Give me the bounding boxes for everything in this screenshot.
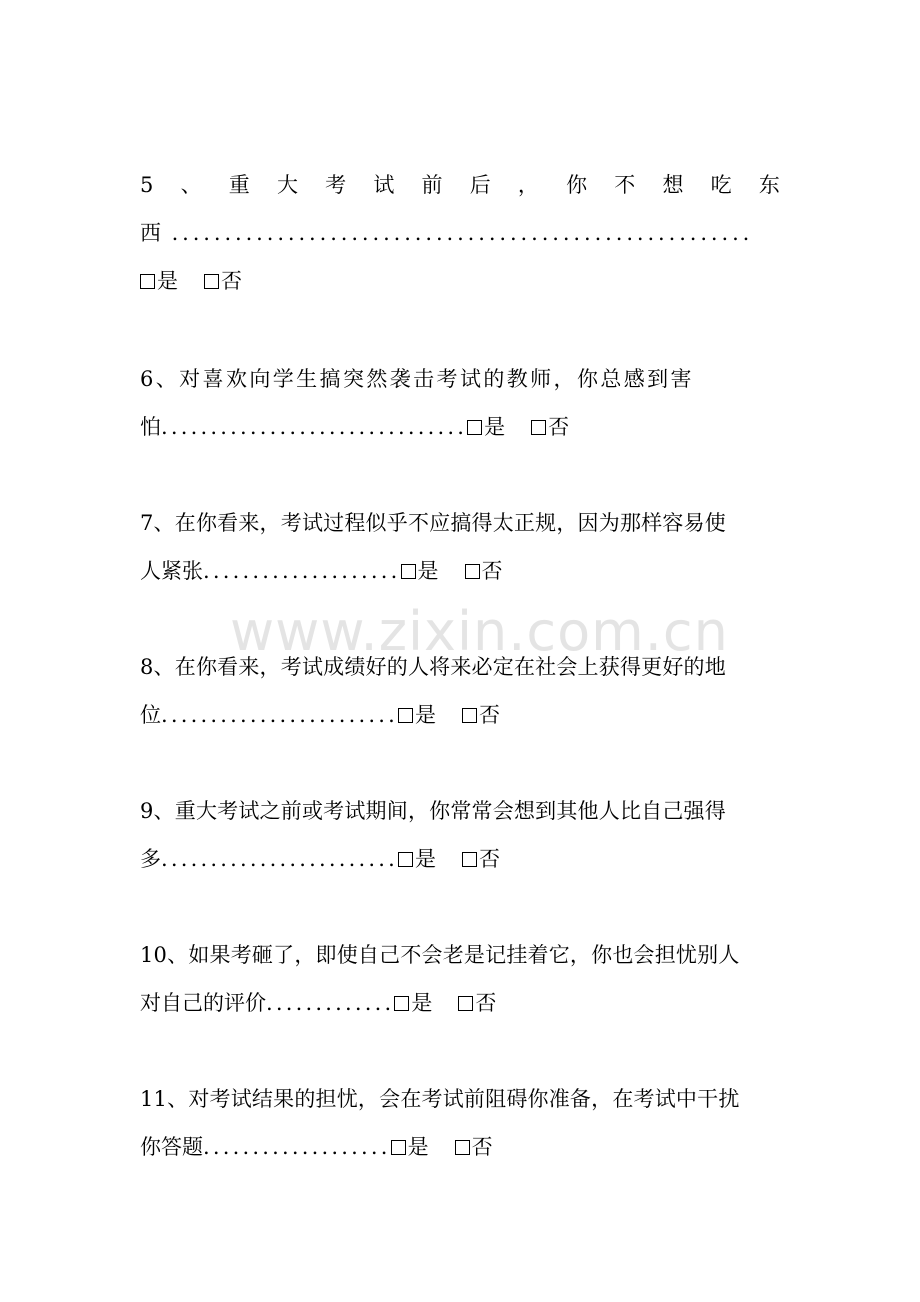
question-6-line-2 — [140, 403, 780, 451]
question-8-line-2 — [140, 691, 780, 739]
question-6-text-end: 怕 — [140, 415, 161, 439]
q5-char: 重 — [228, 173, 250, 197]
yes-label: 是 — [417, 559, 439, 583]
q5-char: 吃 — [710, 173, 732, 197]
q5-char: ， — [517, 173, 539, 197]
yes-label: 是 — [415, 847, 437, 871]
q5-char: 你 — [566, 173, 588, 197]
leader-dots: ........................ — [161, 703, 399, 727]
question-5 — [140, 161, 780, 305]
question-5-text-end: 西 — [140, 221, 161, 245]
q5-char: 前 — [421, 173, 443, 197]
yes-label: 是 — [407, 1135, 429, 1159]
question-7-line-1: 7、在你看来，考试过程似乎不应搞得太正规，因为那样容易使 — [140, 511, 726, 535]
question-6-line-1: 6、对喜欢向学生搞突然袭击考试的教师，你总感到害 — [140, 367, 694, 391]
q5-char: 东 — [758, 173, 780, 197]
yes-option[interactable] — [391, 1123, 429, 1171]
question-8 — [140, 643, 780, 739]
no-label: 否 — [479, 703, 501, 727]
yes-option[interactable] — [401, 547, 439, 595]
no-checkbox[interactable] — [462, 852, 477, 867]
question-9-line-1: 9、重大考试之前或考试期间，你常常会想到其他人比自己强得 — [140, 799, 726, 823]
no-option[interactable] — [462, 691, 500, 739]
question-11 — [140, 1075, 780, 1171]
question-9-text-end: 多 — [140, 847, 161, 871]
no-label: 否 — [471, 1135, 493, 1159]
q5-char: 后 — [469, 173, 491, 197]
yes-checkbox[interactable] — [401, 564, 416, 579]
no-option[interactable] — [531, 403, 569, 451]
no-label: 否 — [481, 559, 503, 583]
q5-char: 、 — [180, 173, 202, 197]
leader-dots: ............. — [266, 991, 395, 1015]
question-10 — [140, 931, 780, 1027]
yes-label: 是 — [157, 269, 178, 293]
q5-char: 考 — [325, 173, 347, 197]
no-checkbox[interactable] — [465, 564, 480, 579]
question-10-line-2 — [140, 979, 780, 1027]
no-checkbox[interactable] — [458, 996, 473, 1011]
yes-checkbox[interactable] — [140, 274, 155, 289]
no-checkbox[interactable] — [462, 708, 477, 723]
question-5-line-2 — [140, 209, 780, 257]
yes-option[interactable] — [467, 403, 505, 451]
no-checkbox[interactable] — [204, 274, 219, 289]
no-label: 否 — [221, 269, 242, 293]
yes-label: 是 — [415, 703, 437, 727]
q5-char: 5 — [140, 173, 154, 197]
question-6 — [140, 355, 780, 451]
leader-dots: .................... — [203, 559, 401, 583]
yes-checkbox[interactable] — [467, 420, 482, 435]
yes-option[interactable] — [140, 257, 178, 305]
question-9 — [140, 787, 780, 883]
no-label: 否 — [475, 991, 497, 1015]
q5-char: 试 — [373, 173, 395, 197]
no-label: 否 — [479, 847, 501, 871]
question-9-line-2 — [140, 835, 780, 883]
no-label: 否 — [548, 415, 570, 439]
yes-checkbox[interactable] — [391, 1140, 406, 1155]
question-8-text-end: 位 — [140, 703, 161, 727]
question-7-text-end: 人紧张 — [140, 559, 203, 583]
question-7-line-2 — [140, 547, 780, 595]
q5-char: 不 — [614, 173, 636, 197]
yes-option[interactable] — [394, 979, 432, 1027]
no-checkbox[interactable] — [455, 1140, 470, 1155]
no-checkbox[interactable] — [531, 420, 546, 435]
q5-char: 想 — [662, 173, 684, 197]
question-5-line-1 — [140, 161, 780, 209]
leader-dots: ................... — [203, 1135, 391, 1159]
watermark: www.zixin.com.cn — [230, 600, 729, 663]
yes-label: 是 — [411, 991, 433, 1015]
question-5-line-3 — [140, 257, 780, 305]
yes-checkbox[interactable] — [394, 996, 409, 1011]
no-option[interactable] — [462, 835, 500, 883]
question-11-line-1: 11、对考试结果的担忧，会在考试前阻碍你准备，在考试中干扰 — [140, 1087, 740, 1111]
no-option[interactable] — [465, 547, 503, 595]
leader-dots: ............................... — [161, 415, 468, 439]
question-11-line-2 — [140, 1123, 780, 1171]
question-10-line-1: 10、如果考砸了，即使自己不会老是记挂着它，你也会担忧别人 — [140, 943, 740, 967]
no-option[interactable] — [458, 979, 496, 1027]
no-option[interactable] — [204, 257, 242, 305]
yes-label: 是 — [484, 415, 506, 439]
yes-option[interactable] — [398, 691, 436, 739]
question-10-text-end: 对自己的评价 — [140, 991, 266, 1015]
question-11-text-end: 你答题 — [140, 1135, 203, 1159]
question-8-line-1: 8、在你看来，考试成绩好的人将来必定在社会上获得更好的地 — [140, 655, 726, 679]
question-7 — [140, 499, 780, 595]
no-option[interactable] — [455, 1123, 493, 1171]
yes-checkbox[interactable] — [398, 708, 413, 723]
yes-option[interactable] — [398, 835, 436, 883]
yes-checkbox[interactable] — [398, 852, 413, 867]
leader-dots: ....................................................... — [161, 221, 754, 245]
q5-char: 大 — [276, 173, 298, 197]
leader-dots: ........................ — [161, 847, 399, 871]
